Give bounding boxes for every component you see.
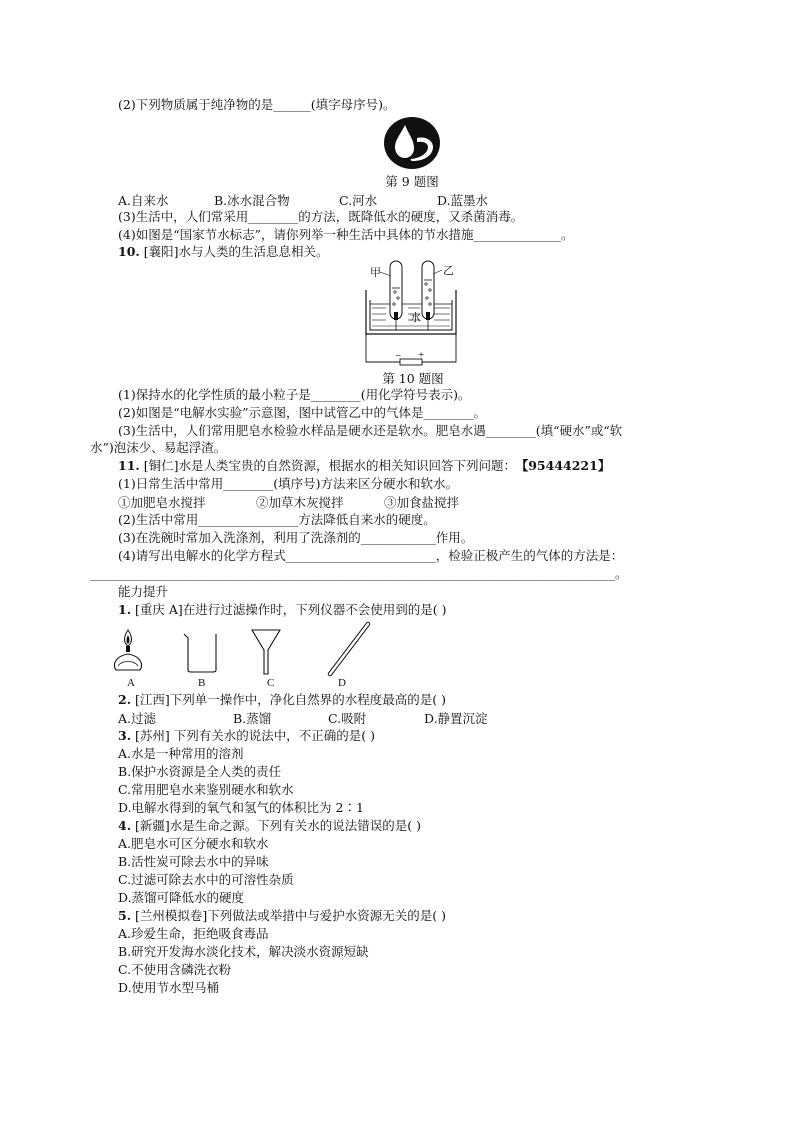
q9-2-option-d: D.蓝墨水 (437, 193, 489, 208)
glass-rod-icon (330, 624, 368, 674)
q11-2-text: (2)生活中常用________________方法降低自来水的硬度。 (118, 512, 436, 527)
q1-stem (118, 601, 447, 618)
q11-1-option-1: ①加肥皂水搅拌 (118, 495, 206, 510)
q1-number: 1. (118, 602, 132, 617)
water-saving-logo (383, 116, 441, 170)
figure-10-caption: 第 10 题图 (382, 371, 444, 386)
q11-1-option-2: ②加草木灰搅拌 (256, 495, 344, 510)
q4-option-d: D.蒸馏可降低水的硬度 (118, 890, 245, 905)
beaker-icon (184, 634, 216, 672)
q5-stem (118, 907, 446, 924)
q10-stem (118, 243, 328, 260)
q4-stem-text: [新疆]水是生命之源。下列有关水的说法错误的是( ) (131, 818, 422, 833)
q3-option-a: A.水是一种常用的溶剂 (118, 746, 244, 761)
q10-stem-text: [襄阳]水与人类的生活息息相关。 (139, 244, 329, 259)
q5-option-c: C.不使用含磷洗衣粉 (118, 962, 232, 977)
q11-stem (118, 457, 610, 474)
q9-2-text: (2)下列物质属于纯净物的是______(填字母序号)。 (118, 97, 396, 112)
q3-option-b: B.保护水资源是全人类的责任 (118, 764, 282, 779)
q5-option-a: A.珍爱生命，拒绝吸食毒品 (118, 926, 269, 941)
q4-option-a: A.肥皂水可区分硬水和软水 (118, 836, 269, 851)
q2-stem-text: [江西]下列单一操作中，净化自然界的水程度最高的是( ) (131, 692, 447, 707)
positive-terminal-label: + (418, 349, 425, 361)
q2-option-b: B.蒸馏 (233, 711, 272, 726)
q1-stem-text: [重庆 A]在进行过滤操作时，下列仪器不会使用到的是( ) (131, 602, 447, 617)
q10-1-text: (1)保持水的化学性质的最小粒子是________(用化学符号表示)。 (118, 387, 471, 402)
q11-1-option-3: ③加食盐搅拌 (384, 495, 460, 510)
lab-instruments-figure (108, 620, 378, 678)
q2-stem (118, 691, 446, 708)
q11-3-text: (3)在洗碗时常加入洗涤剂，利用了洗涤剂的____________作用。 (118, 530, 474, 545)
q10-3-text: (3)生活中，人们常用肥皂水检验水样品是硬水还是软水。肥皂水遇________(填“硬水”或“软 (118, 423, 623, 438)
q11-stem-text: [铜仁]水是人类宝贵的自然资源，根据水的相关知识回答下列问题： (139, 458, 516, 473)
q10-3-text-continued: 水”)泡沫少、易起浮渣。 (90, 440, 227, 455)
q3-stem-text: [苏州] 下列有关水的说法中，不正确的是( ) (131, 728, 375, 743)
q3-number: 3. (118, 728, 132, 743)
q9-2-option-c: C.河水 (339, 193, 378, 208)
q2-option-a: A.过滤 (118, 711, 157, 726)
q9-2-option-a: A.自来水 (118, 193, 169, 208)
instrument-c-label: C (267, 677, 275, 689)
q4-option-c: C.过滤可除去水中的可溶性杂质 (118, 872, 294, 887)
q4-stem (118, 817, 421, 834)
water-label: 水 (410, 312, 421, 324)
q10-number: 10. (118, 244, 140, 259)
q10-2-text: (2)如图是“电解水实验”示意图，图中试管乙中的气体是________。 (118, 405, 486, 420)
q9-3-text: (3)生活中，人们常采用________的方法，既降低水的硬度，又杀菌消毒。 (118, 209, 524, 224)
section-heading: 能力提升 (118, 584, 169, 599)
q2-option-c: C.吸附 (328, 711, 367, 726)
q5-stem-text: [兰州模拟卷]下列做法或举措中与爱护水资源无关的是( ) (131, 908, 447, 923)
q11-4-answer-line: ____________________________________________________________________________________。 (90, 566, 628, 581)
tube-b-label: 乙 (443, 265, 454, 277)
figure-9-caption: 第 9 题图 (385, 174, 439, 189)
instrument-b-label: B (198, 677, 206, 689)
tube-a-label: 甲 (370, 267, 381, 279)
negative-terminal-label: − (395, 350, 402, 362)
q3-option-c: C.常用肥皂水来鉴别硬水和软水 (118, 782, 294, 797)
funnel-icon (252, 630, 280, 674)
q4-number: 4. (118, 818, 132, 833)
q5-option-d: D.使用节水型马桶 (118, 980, 220, 995)
q11-code: 【95444221】 (521, 458, 611, 473)
q5-number: 5. (118, 908, 132, 923)
q11-number: 11. (118, 458, 140, 473)
q9-2-option-b: B.冰水混合物 (214, 193, 290, 208)
q3-option-d: D.电解水得到的氧气和氢气的体积比为 2∶1 (118, 800, 364, 815)
q5-option-b: B.研究开发海水淡化技术，解决淡水资源短缺 (118, 944, 369, 959)
q11-1-text: (1)日常生活中常用________(填序号)方法来区分硬水和软水。 (118, 476, 458, 491)
instrument-a-label: A (127, 677, 135, 689)
q9-4-text: (4)如图是“国家节水标志”，请你列举一种生活中具体的节水措施______________。 (118, 227, 574, 242)
alcohol-lamp-icon (115, 630, 142, 670)
q11-4-text: (4)请写出电解水的化学方程式________________________，检验正极产生的气体的方法是： (118, 548, 624, 563)
q3-stem (118, 727, 375, 744)
instrument-d-label: D (338, 677, 346, 689)
q2-option-d: D.静置沉淀 (424, 711, 488, 726)
q4-option-b: B.活性炭可除去水中的异味 (118, 854, 269, 869)
q2-number: 2. (118, 692, 132, 707)
